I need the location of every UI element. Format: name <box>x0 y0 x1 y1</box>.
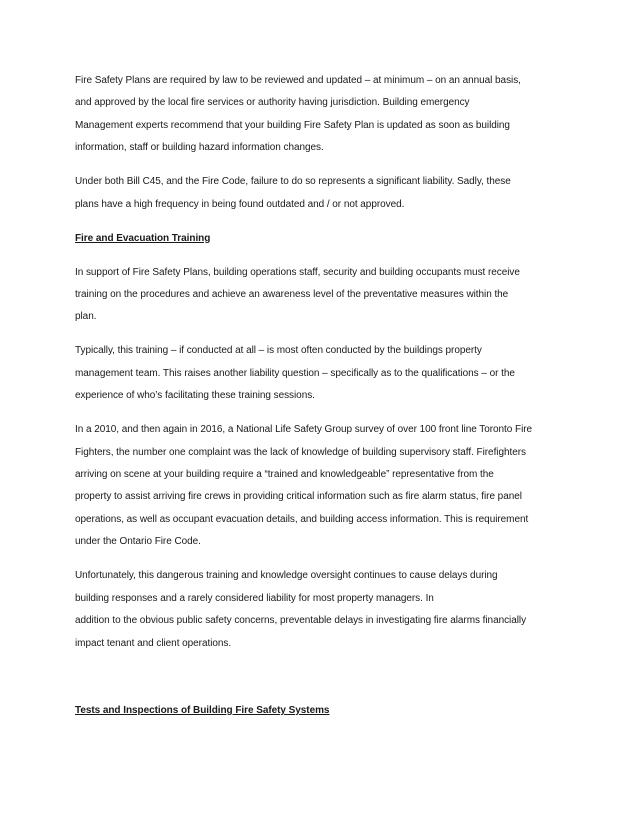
text-line: In a 2010, and then again in 2016, a National Life Safety Group survey of over 100 front line Toronto Fire <box>75 424 533 436</box>
heading-tests-inspections: Tests and Inspections of Building Fire Safety Systems <box>75 704 330 716</box>
paragraph-training-support <box>75 262 575 329</box>
paragraph-oversight <box>75 565 575 655</box>
document-body <box>75 70 575 734</box>
text-line: Unfortunately, this dangerous training and knowledge oversight continues to cause delays during <box>75 570 498 582</box>
text-line: In support of Fire Safety Plans, building operations staff, security and building occupants must receive <box>75 266 520 278</box>
text-line: Under both Bill C45, and the Fire Code, failure to do so represents a significant liability. Sadly, these <box>75 176 511 188</box>
text-line: addition to the obvious public safety concerns, preventable delays in investigating fire alarms financially <box>75 615 527 627</box>
paragraph-training-typically <box>75 340 575 407</box>
text-line: plan. <box>75 311 97 323</box>
text-line: Fighters, the number one complaint was the lack of knowledge of building supervisory staff. Firefighters <box>75 446 526 458</box>
text-line: plans have a high frequency in being found outdated and / or not approved. <box>75 198 405 210</box>
paragraph-bill-c45 <box>75 171 575 216</box>
text-line: Management experts recommend that your building Fire Safety Plan is updated as soon as building <box>75 119 510 131</box>
text-line: management team. This raises another liability question – specifically as to the qualifications – or the <box>75 367 515 379</box>
text-line: building responses and a rarely considered liability for most property managers. In <box>75 592 434 604</box>
text-line: Typically, this training – if conducted at all – is most often conducted by the buildings property <box>75 345 482 357</box>
text-line: training on the procedures and achieve an awareness level of the preventative measures within the <box>75 289 509 301</box>
text-line: under the Ontario Fire Code. <box>75 536 201 548</box>
text-line: operations, as well as occupant evacuation details, and building access information. This is requirement <box>75 513 529 525</box>
text-line: arriving on scene at your building require a “trained and knowledgeable” representative from the <box>75 469 494 481</box>
text-line: information, staff or building hazard information changes. <box>75 142 324 154</box>
text-line: Fire Safety Plans are required by law to be reviewed and updated – at minimum – on an annual basis, <box>75 75 521 86</box>
text-line: impact tenant and client operations. <box>75 637 232 649</box>
paragraph-survey <box>75 419 575 553</box>
text-line: property to assist arriving fire crews in providing critical information such as fire alarm status, fire panel <box>75 491 522 503</box>
paragraph-fire-safety-plans <box>75 70 575 160</box>
text-line: experience of who’s facilitating these training sessions. <box>75 390 315 402</box>
heading-fire-evacuation-training: Fire and Evacuation Training <box>75 232 211 244</box>
text-line: and approved by the local fire services or authority having jurisdiction. Building emergency <box>75 97 470 109</box>
